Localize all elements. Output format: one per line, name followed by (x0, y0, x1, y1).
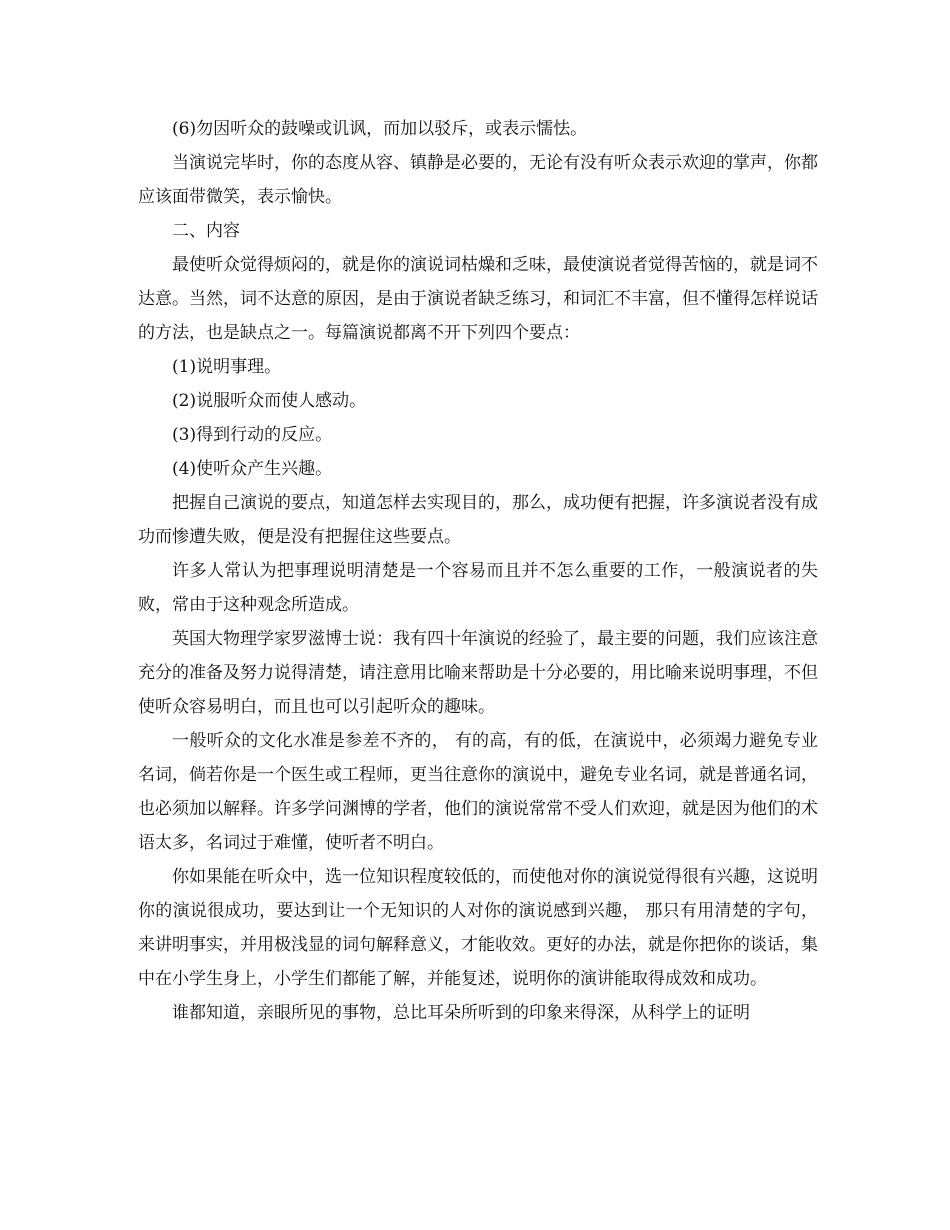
document-body (138, 112, 818, 1030)
paragraph-seeing: 谁都知道，亲眼所见的事物，总比耳朵所听到的印象来得深，从科学上的证明 (172, 1003, 750, 1023)
list-item-4: (4)使听众产生兴趣。 (172, 459, 333, 479)
paragraph-physicist-quote: 英国大物理学家罗滋博士说：我有四十年演说的经验了，最主要的问题，我们应该注意充分的准备及努力说得清楚，请注意用比喻来帮助是十分必要的，用比喻来说明事理，不但使听众容易明白，而且也可以引起听众的趣味。 (138, 629, 818, 717)
paragraph-simple-words: 你如果能在听众中，选一位知识程度较低的，而使他对你的演说觉得很有兴趣，这说明你的演说很成功，要达到让一个无知识的人对你的演说感到兴趣， 那只有用清楚的字句，来讲明事实，并用极浅显的词句解释意义，才能收效。更好的办法，就是你把你的谈话，集中在小学生身上，小学生们都能了解，并能复述，说明你的演讲能取得成效和成功。 (138, 867, 818, 989)
section-heading-content: 二、内容 (172, 221, 240, 241)
paragraph-item-6: (6)勿因听众的鼓噪或讥讽，而加以驳斥，或表示懦怯。 (172, 119, 588, 139)
paragraph-conclusion-attitude: 当演说完毕时，你的态度从容、镇静是必要的，无论有没有听众表示欢迎的掌声，你都应该面带微笑，表示愉快。 (138, 153, 818, 207)
list-item-2: (2)说服听众而使人感动。 (172, 391, 367, 411)
paragraph-key-points: 把握自己演说的要点，知道怎样去实现目的，那么，成功便有把握，许多演说者没有成功而惨遭失败，便是没有把握住这些要点。 (138, 493, 818, 547)
list-item-3: (3)得到行动的反应。 (172, 425, 333, 445)
paragraph-boredom: 最使听众觉得烦闷的，就是你的演说词枯燥和乏味，最使演说者觉得苦恼的，就是词不达意。当然，词不达意的原因，是由于演说者缺乏练习，和词汇不丰富，但不懂得怎样说话的方法，也是缺点之一。每篇演说都离不开下列四个要点： (138, 255, 818, 343)
paragraph-audience-level: 一般听众的文化水准是参差不齐的， 有的高，有的低，在演说中，必须竭力避免专业名词，倘若你是一个医生或工程师，更当往意你的演说中，避免专业名词，就是普通名词，也必须加以解释。许多学问渊博的学者，他们的演说常常不受人们欢迎，就是因为他们的术语太多，名词过于难懂，使听者不明白。 (138, 731, 818, 853)
paragraph-explain-clearly: 许多人常认为把事理说明清楚是一个容易而且并不怎么重要的工作，一般演说者的失败，常由于这种观念所造成。 (138, 561, 818, 615)
list-item-1: (1)说明事理。 (172, 357, 282, 377)
